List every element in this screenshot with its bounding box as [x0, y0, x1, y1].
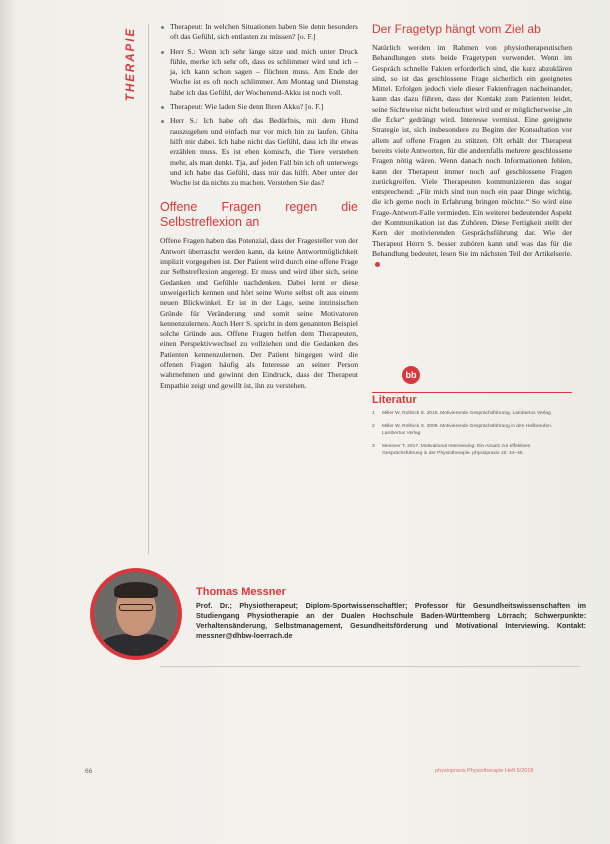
end-mark-icon [375, 262, 380, 267]
author-bio: Prof. Dr.; Physiotherapeut; Diplom-Sportwissenschaftler; Professor für Gesundheitswissenschaften im Studiengang Physiotherapie an der Dualen Hochschule Baden-Württemberg Lörrach; Schwerpunkte: Verhaltensänderung, Selbstmanagement, Gesundheitsförderung und Motivational Interviewing. Kontakt: messner@dhbw-loerrach.de [196, 601, 586, 640]
author-photo [90, 568, 182, 660]
dialogue-list [160, 22, 358, 188]
literature-item: 1 Miller W, Rollnick S. 2015. Motivierende Gesprächsführung. Lambertus Verlag [372, 411, 551, 416]
page-number: 66 [85, 768, 93, 775]
author-box [90, 568, 600, 668]
literature-list [372, 410, 572, 463]
right-column [372, 22, 572, 270]
literature-item: 3 Messner T. 2017. Motivational Interviewing. Ein Ansatz zur effektiven Gesprächsführung in der Physiotherapie. physiopraxis 15: 44–45 [372, 444, 531, 456]
divider [372, 392, 572, 393]
dialogue-item: Therapeut: In welchen Situationen haben Sie denn besonders oft das Gefühl, sich entlasten zu müssen? [o. F.] [160, 22, 358, 43]
literature-title: Literatur [372, 394, 417, 406]
dialogue-item: Herr S.: Ich habe oft das Bedürfnis, mit dem Hund rauszugehen und einfach nur vor mich hin zu laufen. Ghita hilft mir dabei. Ich habe nicht das Gefühl, dass ich ihr etwas erzählen muss. Es ist eben komisch, die Tiere verstehen mehr, als man denkt. Tja, auf jeden Fall bin ich oft unterwegs und ich habe das Gefühl, dass mir das hilft. Aber unter der Woche ist da nichts zu machen. Verstehen Sie das? [160, 116, 358, 188]
left-column [160, 22, 358, 391]
column-divider [148, 24, 149, 554]
literature-item: 2 Miller W, Rollnick S. 2009. Motivierende Gesprächsführung in den Heilberufen. Lambertus Verlag [372, 424, 553, 436]
section-heading: Offene Fragen regen die Selbstreflexion an [160, 200, 358, 230]
dialogue-item: Herr S.: Wenn ich sehr lange sitze und mich unter Druck fühle, merke ich sehr oft, dass es schlimmer wird und ich – ja, ich kann schon sagen – flüchten muss. Am Ende der Woche ist es oft noch schlimmer. Am Montag und Dienstag habe ich das Gefühl, der Wochenend-Akku ist noch voll. [160, 47, 358, 98]
author-name: Thomas Messner [196, 586, 286, 598]
body-paragraph: Natürlich werden im Rahmen von physiotherapeutischen Behandlungen stets beide Fragetypen verwendet. Wenn im Gespräch schnelle Fakten erforderlich sind, die kurz abzuklären sind, so ist das geschlossene Frage sicherlich ein geeignetes Mittel. Erfolgen jedoch viele dieser Faktenfragen nacheinander, kann das dazu führen, dass der Kontakt zum Patienten leidet, seine Sichtweise nicht beleuchtet wird und er möglicherweise „in die Ecke“ gedrängt wird. Interesse vermisst. Eine geeignete Strategie ist, sich insbesondere zu Beginn der Konsultation vor allem auf offene Fragen zu stützen. Oft erhält der Therapeut bereits viele Antworten, für die andernfalls mehrere geschlossene Fragen nötig wären. Wenn danach noch Informationen fehlen, kann der Therapeut immer noch auf geschlossene Fragen zurückgreifen. Viele Therapeuten kommunizieren das sogar entsprechend: „Für mich sind nun noch ein paar Dinge wichtig, die ich gerne noch in Erfahrung bringen möchte.“ So wird eine Frage-Antwort-Falle vermieden. Ein weiterer bedeutender Aspekt der Kommunikation ist das Zuhören. Diese Fertigkeit stellt der Kern der motivierenden Gesprächsführung dar. Wie der Therapeut Herrn S. besser zuhören kann und was das für die Behandlung bedeutet, lesen Sie im nächsten Teil der Artikelserie. [372, 43, 572, 270]
magazine-footer: physiopraxis Physiotherapie Heft 5/2018 [435, 768, 534, 774]
body-paragraph: Offene Fragen haben das Potenzial, dass der Fragesteller von der Antwort überrascht werden kann, da keine Antwortmöglichkeit implizit vorgegeben ist. Der Patient wird durch eine offene Frage zur Selbstreflexion angeregt. Er muss und wird über sich, seine Gedanken und Gefühle nachdenken. Dabei lernt er diese unweigerlich kennen und hört seine Worte selbst oft aus einem neuen Blickwinkel. Er ist in der Lage, seine intrinsischen Gründe für Veränderung und somit seine Motivatoren kennenzulernen. Auch Herr S. spricht in dem genannten Beispiel solche Gründe aus. Offene Fragen helfen dem Therapeuten, einen Perspektivwechsel zu vollziehen und die Gedanken des Patienten kennenzulernen. Der Patient hingegen wird die offenen Fragen häufig als Interesse an seiner Person wahrnehmen und gewinnt den Eindruck, dass der Therapeut Empathie zeigt und gewillt ist, ihn zu verstehen. [160, 236, 358, 390]
dialogue-item: Therapeut: Wie laden Sie denn Ihren Akku? [o. F.] [160, 102, 358, 112]
divider [160, 666, 580, 667]
section-heading: Der Fragetyp hängt vom Ziel ab [372, 22, 541, 36]
section-label: THERAPIE [125, 26, 138, 102]
literature-logo-icon: bb [402, 366, 420, 384]
